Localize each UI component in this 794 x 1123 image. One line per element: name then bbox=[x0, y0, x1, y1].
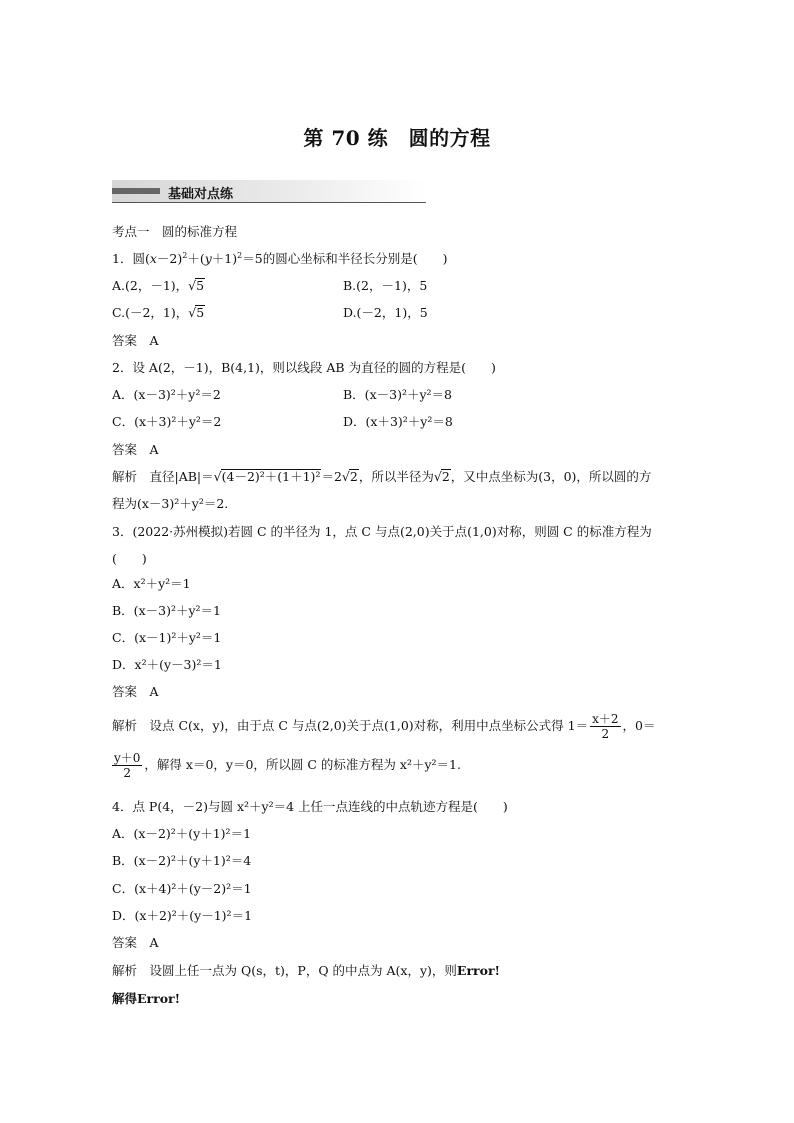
q2-analysis-line-1: 解析 直径|AB|＝√(4－2)²＋(1＋1)²＝2√2，所以半径为√2，又中点坐标为(3，0)，所以圆的方 bbox=[112, 469, 652, 484]
q1-stem-prefix: 1．圆( bbox=[112, 251, 150, 266]
q3-frac-y-denominator: 2 bbox=[123, 766, 132, 780]
q1-option-d: D.(－2，1)，5 bbox=[343, 305, 428, 320]
q2-sqrt-2a: 2 bbox=[349, 469, 358, 484]
q2-sqrt-2b: 2 bbox=[441, 469, 450, 484]
q4-error-text-2: Error! bbox=[137, 991, 181, 1006]
question-2-stem: 2．设 A(2，－1)，B(4,1)，则以线段 AB 为直径的圆的方程是( ) bbox=[112, 360, 496, 375]
q2-analysis-prefix: 解析 直径|AB|＝ bbox=[112, 469, 214, 484]
q3-option-b: B．(x－3)²＋y²＝1 bbox=[112, 603, 221, 618]
q3-fraction-y bbox=[112, 751, 142, 780]
q4-option-c: C．(x＋4)²＋(y－2)²＝1 bbox=[112, 881, 252, 896]
q2-option-d: D．(x＋3)²＋y²＝8 bbox=[343, 414, 453, 429]
question-1-stem: 1．圆$(x-2)^2+(y+1)^2=5$的圆心坐标和半径长分别是( ) bbox=[112, 250, 448, 266]
q4-analysis-line-2 bbox=[112, 989, 180, 1007]
page-title: 第 70 练 圆的方程 bbox=[303, 126, 491, 150]
q3-frac-y-numerator: y＋0 bbox=[114, 751, 141, 765]
q3-analysis-conclusion: ，解得 x＝0，y＝0，所以圆 C 的标准方程为 x²＋y²＝1. bbox=[144, 757, 461, 772]
q4-option-b: B．(x－2)²＋(y＋1)²＝4 bbox=[112, 853, 252, 868]
q4-analysis-text: 解析 设圆上任一点为 Q(s，t)，P，Q 的中点为 A(x，y)，则 bbox=[112, 963, 457, 978]
q3-analysis-line-1 bbox=[112, 712, 655, 741]
q1-answer: 答案 A bbox=[112, 333, 159, 348]
q3-answer: 答案 A bbox=[112, 684, 159, 699]
q3-option-c: C．(x－1)²＋y²＝1 bbox=[112, 630, 222, 645]
q1-option-a: A.(2，－1)，√5 bbox=[112, 278, 205, 293]
q1-option-c: C.(－2，1)，√5 bbox=[112, 305, 205, 320]
q2-analysis-mid: ＝2 bbox=[321, 469, 342, 484]
q2-sqrt-expression: (4－2)²＋(1＋1)² bbox=[221, 469, 321, 484]
q1-option-a-text: A.(2，－1)， bbox=[112, 278, 189, 293]
section-header bbox=[112, 180, 426, 203]
q2-analysis-end: ，又中点坐标为(3，0)，所以圆的方 bbox=[450, 469, 652, 484]
q1-option-c-text: C.(－2，1)， bbox=[112, 305, 189, 320]
q4-option-a: A．(x－2)²＋(y＋1)²＝1 bbox=[112, 826, 252, 841]
question-3-stem: 3．(2022·苏州模拟)若圆 C 的半径为 1，点 C 与点(2,0)关于点(1,0)对称，则圆 C 的标准方程为 bbox=[112, 524, 652, 539]
q2-answer: 答案 A bbox=[112, 442, 159, 457]
q2-analysis-line-2: 程为(x－3)²＋y²＝2. bbox=[112, 496, 229, 511]
q3-analysis-end: ，0＝ bbox=[622, 718, 656, 733]
topic-heading: 考点一 圆的标准方程 bbox=[112, 224, 238, 239]
q4-option-d: D．(x＋2)²＋(y－1)²＝1 bbox=[112, 908, 253, 923]
q2-analysis-rest: ，所以半径为 bbox=[358, 469, 434, 484]
q3-analysis-text: 解析 设点 C(x，y)，由于点 C 与点(2,0)关于点(1,0)对称，利用中点坐标公式得 1＝ bbox=[112, 718, 589, 733]
q2-option-b: B．(x－3)²＋y²＝8 bbox=[343, 387, 452, 402]
q2-option-c: C．(x＋3)²＋y²＝2 bbox=[112, 414, 222, 429]
q3-option-d: D．x²＋(y－3)²＝1 bbox=[112, 657, 222, 672]
q1-option-b: B.(2，－1)，5 bbox=[343, 278, 428, 293]
section-label: 基础对点练 bbox=[168, 187, 234, 202]
q4-answer: 答案 A bbox=[112, 935, 159, 950]
q3-option-a: A．x²＋y²＝1 bbox=[112, 576, 191, 591]
q1-stem-rest: 的圆心坐标和半径长分别是( ) bbox=[262, 251, 448, 266]
q3-frac-x-numerator: x＋2 bbox=[592, 712, 619, 726]
q4-solve-label: 解得 bbox=[112, 991, 138, 1006]
q4-error-text-1: Error! bbox=[456, 963, 501, 978]
question-4-stem: 4．点 P(4，－2)与圆 x²＋y²＝4 上任一点连线的中点轨迹方程是( ) bbox=[112, 799, 508, 814]
q2-option-a: A．(x－3)²＋y²＝2 bbox=[112, 387, 221, 402]
q4-analysis-line-1 bbox=[112, 961, 500, 979]
q3-frac-x-denominator: 2 bbox=[601, 727, 610, 741]
q3-analysis-line-2 bbox=[112, 751, 461, 780]
q3-fraction-x bbox=[590, 712, 620, 741]
question-3-bracket: ( ) bbox=[112, 551, 147, 566]
section-marker bbox=[112, 188, 160, 194]
